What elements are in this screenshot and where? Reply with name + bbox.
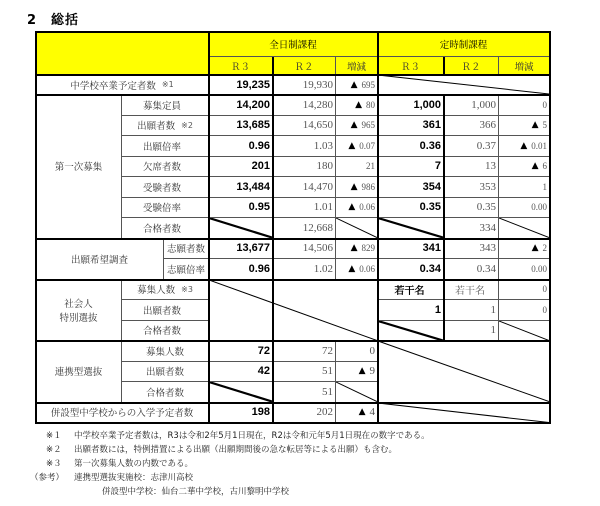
note-mark: ※2 bbox=[181, 120, 193, 130]
cell-value: 1,000 bbox=[413, 98, 441, 111]
cell-value: 14,200 bbox=[236, 98, 270, 111]
full-r3 bbox=[209, 177, 273, 198]
cell-value: 51 bbox=[322, 385, 333, 398]
cell-value: 2 bbox=[542, 243, 547, 254]
cell-value: 5 bbox=[542, 120, 547, 131]
cell-value: 7 bbox=[434, 160, 441, 173]
full-r3 bbox=[209, 198, 273, 219]
footnote bbox=[46, 457, 193, 469]
cell-value: 354 bbox=[422, 180, 441, 193]
full-r2 bbox=[273, 341, 336, 362]
cell-value: 0 bbox=[542, 304, 547, 315]
cell-value: 19,235 bbox=[236, 78, 270, 91]
diagonal-blank bbox=[209, 218, 273, 239]
cell-value: 0.96 bbox=[248, 139, 270, 152]
cell-value: 0.37 bbox=[476, 139, 496, 152]
row-label bbox=[122, 157, 209, 178]
full-diff bbox=[336, 177, 378, 198]
diagonal-blank bbox=[378, 403, 550, 424]
header-full-time: 全日制課程 bbox=[209, 32, 378, 57]
decrease-triangle-icon: ▲ bbox=[355, 99, 362, 110]
cell-value: 0 bbox=[542, 99, 547, 110]
full-r3 bbox=[209, 239, 273, 260]
full-diff bbox=[336, 157, 378, 178]
row-label bbox=[122, 321, 209, 342]
header-col-0: Ｒ３ bbox=[209, 57, 273, 75]
divider bbox=[36, 94, 550, 96]
row-label bbox=[122, 116, 209, 137]
cell-value: 202 bbox=[316, 406, 333, 419]
cell-value: 14,280 bbox=[302, 98, 333, 111]
cell-value: 12,668 bbox=[302, 221, 333, 234]
divider bbox=[208, 32, 210, 423]
full-r2 bbox=[273, 239, 336, 260]
label-text: 受験倍率 bbox=[142, 203, 181, 215]
part-r3 bbox=[378, 280, 444, 301]
cell-value: 201 bbox=[251, 160, 270, 173]
cell-value: 0.00 bbox=[531, 202, 547, 213]
full-diff bbox=[336, 239, 378, 260]
decrease-triangle-icon: ▲ bbox=[358, 407, 366, 418]
part-diff bbox=[499, 95, 550, 116]
cell-value: 0.35 bbox=[476, 201, 496, 214]
row-label: 出願者数 bbox=[122, 362, 209, 383]
part-diff bbox=[499, 136, 550, 157]
footnote-mark: ※２ bbox=[46, 445, 62, 455]
cell-value: 0.36 bbox=[419, 139, 441, 152]
decrease-triangle-icon: ▲ bbox=[350, 79, 358, 90]
diagonal-blank bbox=[378, 321, 444, 342]
cell-value: 0.00 bbox=[531, 263, 547, 274]
part-r2 bbox=[444, 321, 499, 342]
part-r3 bbox=[378, 198, 444, 219]
header-col-5: 増減 bbox=[499, 57, 550, 75]
grads-r3 bbox=[209, 75, 273, 95]
diagonal-blank bbox=[499, 321, 550, 342]
divider bbox=[36, 238, 550, 240]
part-r3 bbox=[378, 239, 444, 260]
cell-value: 0.35 bbox=[419, 201, 441, 214]
full-r2 bbox=[273, 362, 336, 383]
cell-value: 0.06 bbox=[359, 202, 375, 213]
diagonal-blank bbox=[209, 280, 378, 342]
decrease-triangle-icon: ▲ bbox=[350, 120, 358, 131]
row-label: 合格者数 bbox=[122, 382, 209, 403]
full-r2 bbox=[273, 177, 336, 198]
footnote-text: 第一次募集人数の内数である。 bbox=[74, 459, 194, 469]
decrease-triangle-icon: ▲ bbox=[531, 161, 539, 172]
section-title bbox=[27, 9, 79, 28]
group-linked-selection: 連携型選抜 bbox=[36, 341, 122, 403]
part-r3 bbox=[378, 177, 444, 198]
grads-r2 bbox=[273, 75, 336, 95]
cell-value: 51 bbox=[322, 365, 333, 378]
part-r3 bbox=[378, 116, 444, 137]
header-col-1: Ｒ２ bbox=[273, 57, 336, 75]
row-label-graduates bbox=[36, 75, 209, 95]
footnote-text: 出願者数には，特例措置による出願（出願期間後の急な転居等による出願）も含む。 bbox=[74, 445, 398, 455]
diagonal-blank bbox=[378, 218, 444, 239]
row-label bbox=[122, 280, 209, 301]
decrease-triangle-icon: ▲ bbox=[531, 243, 539, 254]
cell-value: 若干名 bbox=[394, 285, 425, 297]
cell-value: 6 bbox=[542, 161, 547, 172]
decrease-triangle-icon: ▲ bbox=[531, 120, 539, 131]
label-text: 出願倍率 bbox=[142, 141, 181, 153]
cell-value: 1.03 bbox=[313, 139, 333, 152]
full-diff bbox=[336, 136, 378, 157]
part-r3 bbox=[378, 157, 444, 178]
decrease-triangle-icon: ▲ bbox=[348, 140, 356, 151]
cell-value: 198 bbox=[251, 406, 270, 419]
full-r3 bbox=[209, 157, 273, 178]
cell-value: 1,000 bbox=[471, 98, 496, 111]
part-r3 bbox=[378, 259, 444, 280]
cell-value: 13 bbox=[485, 160, 496, 173]
cell-value: 4 bbox=[369, 406, 375, 419]
decrease-triangle-icon: ▲ bbox=[520, 140, 528, 151]
combined-r3 bbox=[209, 403, 273, 424]
part-r2 bbox=[444, 280, 499, 301]
full-r3 bbox=[209, 259, 273, 280]
part-r2 bbox=[444, 259, 499, 280]
part-diff bbox=[499, 198, 550, 219]
full-r3 bbox=[209, 95, 273, 116]
cell-value: 366 bbox=[479, 119, 496, 132]
combined-diff bbox=[336, 403, 378, 424]
cell-value: 80 bbox=[366, 99, 375, 110]
full-diff bbox=[336, 341, 378, 362]
header-part-time: 定時制課程 bbox=[378, 32, 550, 57]
divider bbox=[36, 74, 550, 76]
row-label bbox=[122, 218, 209, 239]
footnote bbox=[46, 443, 397, 455]
row-label: 募集人数 bbox=[122, 341, 209, 362]
full-r3 bbox=[209, 116, 273, 137]
cell-value: 1 bbox=[490, 303, 496, 316]
full-r2 bbox=[273, 382, 336, 403]
part-diff bbox=[499, 300, 550, 321]
decrease-triangle-icon: ▲ bbox=[348, 263, 356, 274]
row-label bbox=[122, 136, 209, 157]
divider bbox=[443, 95, 445, 341]
row-label: 志願倍率 bbox=[164, 259, 209, 280]
part-r2 bbox=[444, 157, 499, 178]
diagonal-blank bbox=[336, 218, 378, 239]
diagonal-blank bbox=[336, 382, 378, 403]
combined-r2 bbox=[273, 403, 336, 424]
decrease-triangle-icon: ▲ bbox=[348, 202, 356, 213]
cell-value: 1 bbox=[542, 181, 547, 192]
divider bbox=[377, 32, 379, 423]
cell-value: 13,484 bbox=[236, 180, 270, 193]
part-r2 bbox=[444, 218, 499, 239]
cell-value: 0.96 bbox=[248, 262, 270, 275]
divider bbox=[272, 57, 274, 423]
footnote bbox=[46, 429, 430, 441]
grads-diff bbox=[336, 75, 378, 95]
cell-value: 180 bbox=[316, 160, 333, 173]
full-r3 bbox=[209, 341, 273, 362]
group-adult-special bbox=[36, 280, 122, 342]
full-r2 bbox=[273, 157, 336, 178]
part-r2 bbox=[444, 116, 499, 137]
part-r2 bbox=[444, 239, 499, 260]
full-diff bbox=[336, 95, 378, 116]
diagonal-blank bbox=[209, 382, 273, 403]
cell-value: 9 bbox=[369, 365, 375, 378]
label-text: 合格者数 bbox=[142, 326, 181, 338]
full-r2 bbox=[273, 95, 336, 116]
cell-value: 14,650 bbox=[302, 119, 333, 132]
full-r2 bbox=[273, 136, 336, 157]
full-r3 bbox=[209, 362, 273, 383]
footnote-text: 連携型選抜実施校：志津川高校 bbox=[74, 473, 194, 483]
footnote bbox=[74, 485, 289, 497]
footnote-mark: （参考） bbox=[30, 473, 65, 483]
footnote-mark: ※３ bbox=[46, 459, 62, 469]
cell-value: 0.95 bbox=[248, 201, 270, 214]
row-label bbox=[122, 300, 209, 321]
part-r3 bbox=[378, 136, 444, 157]
part-diff bbox=[499, 239, 550, 260]
label-text: 募集定員 bbox=[142, 100, 181, 112]
cell-value: 343 bbox=[479, 242, 496, 255]
row-label-combined: 併設型中学校からの入学予定者数 bbox=[36, 403, 209, 424]
cell-value: 695 bbox=[361, 79, 375, 90]
header-col-4: Ｒ２ bbox=[444, 57, 499, 75]
cell-value: 0.07 bbox=[359, 140, 375, 151]
cell-value: 361 bbox=[422, 119, 441, 132]
part-r2 bbox=[444, 300, 499, 321]
diagonal-blank bbox=[378, 75, 550, 95]
section-number: 2 bbox=[27, 13, 38, 28]
footnote-mark: ※１ bbox=[46, 431, 62, 441]
cell-value: 1 bbox=[490, 324, 496, 337]
label-text: 合格者数 bbox=[142, 223, 181, 235]
full-r2 bbox=[273, 259, 336, 280]
part-r2 bbox=[444, 177, 499, 198]
cell-value: 0.34 bbox=[476, 262, 496, 275]
part-diff bbox=[499, 157, 550, 178]
cell-value: 0 bbox=[369, 344, 375, 357]
row-label bbox=[122, 95, 209, 116]
full-r2 bbox=[273, 218, 336, 239]
part-diff bbox=[499, 259, 550, 280]
cell-value: 334 bbox=[479, 221, 496, 234]
header-col-3: Ｒ３ bbox=[378, 57, 444, 75]
cell-value: 1 bbox=[434, 303, 441, 316]
cell-value: 若干名 bbox=[455, 285, 485, 297]
footnote-text: 中学校卒業予定者数は，R3は令和2年5月1日現在，R2は令和元年5月1日現在の数字である。 bbox=[74, 431, 430, 441]
cell-value: 42 bbox=[257, 365, 270, 378]
label-line: 社会人 bbox=[64, 298, 93, 310]
cell-value: 0.06 bbox=[359, 263, 375, 274]
part-r2 bbox=[444, 198, 499, 219]
footnote-text: 併設型中学校：仙台二華中学校，古川黎明中学校 bbox=[102, 487, 290, 497]
part-diff bbox=[499, 177, 550, 198]
label-text: 出願者数 bbox=[137, 121, 176, 133]
summary-table bbox=[36, 32, 550, 423]
diagonal-blank bbox=[378, 341, 550, 403]
cell-value: 1.01 bbox=[313, 201, 333, 214]
group-application-survey: 出願希望調査 bbox=[36, 239, 164, 280]
row-label bbox=[122, 177, 209, 198]
part-diff bbox=[499, 280, 550, 301]
part-r2 bbox=[444, 95, 499, 116]
label-text: 中学校卒業予定者数 bbox=[70, 80, 156, 92]
full-diff bbox=[336, 362, 378, 383]
label-text: 欠席者数 bbox=[142, 162, 181, 174]
note-mark: ※1 bbox=[161, 80, 174, 89]
note-mark: ※3 bbox=[181, 284, 193, 294]
label-text: 受験者数 bbox=[142, 182, 181, 194]
part-diff bbox=[499, 116, 550, 137]
full-r3 bbox=[209, 136, 273, 157]
full-r2 bbox=[273, 198, 336, 219]
cell-value: 14,470 bbox=[302, 180, 333, 193]
label-text: 出願者数 bbox=[142, 305, 181, 317]
divider bbox=[36, 340, 550, 342]
cell-value: 0.01 bbox=[531, 140, 547, 151]
row-label: 志願者数 bbox=[164, 239, 209, 260]
cell-value: 986 bbox=[361, 181, 375, 192]
header-col-2: 増減 bbox=[336, 57, 378, 75]
diagonal-blank bbox=[499, 218, 550, 239]
cell-value: 341 bbox=[422, 242, 441, 255]
full-r2 bbox=[273, 116, 336, 137]
cell-value: 0.34 bbox=[419, 262, 441, 275]
divider bbox=[443, 57, 445, 75]
cell-value: 829 bbox=[361, 243, 375, 254]
section-title-text: 総括 bbox=[51, 13, 80, 28]
part-r2 bbox=[444, 136, 499, 157]
full-diff bbox=[336, 259, 378, 280]
cell-value: 21 bbox=[366, 161, 375, 172]
cell-value: 13,685 bbox=[236, 119, 270, 132]
cell-value: 72 bbox=[257, 344, 270, 357]
row-label bbox=[122, 198, 209, 219]
cell-value: 14,506 bbox=[302, 242, 333, 255]
header-blank bbox=[36, 32, 209, 75]
full-diff bbox=[336, 116, 378, 137]
label-text: 募集人数 bbox=[137, 285, 176, 297]
group-first-recruitment: 第一次募集 bbox=[36, 95, 122, 239]
cell-value: 13,677 bbox=[236, 242, 270, 255]
part-r3 bbox=[378, 300, 444, 321]
cell-value: 72 bbox=[322, 344, 333, 357]
cell-value: 0 bbox=[542, 284, 547, 295]
cell-value: 1.02 bbox=[313, 262, 333, 275]
divider bbox=[36, 279, 550, 281]
decrease-triangle-icon: ▲ bbox=[350, 243, 358, 254]
decrease-triangle-icon: ▲ bbox=[358, 366, 366, 377]
footnote bbox=[30, 471, 193, 483]
cell-value: 19,930 bbox=[302, 78, 333, 91]
label-line: 特別選抜 bbox=[59, 312, 98, 324]
cell-value: 353 bbox=[479, 180, 496, 193]
divider bbox=[36, 402, 550, 404]
part-r3 bbox=[378, 95, 444, 116]
decrease-triangle-icon: ▲ bbox=[350, 181, 358, 192]
full-diff bbox=[336, 198, 378, 219]
cell-value: 965 bbox=[361, 120, 375, 131]
